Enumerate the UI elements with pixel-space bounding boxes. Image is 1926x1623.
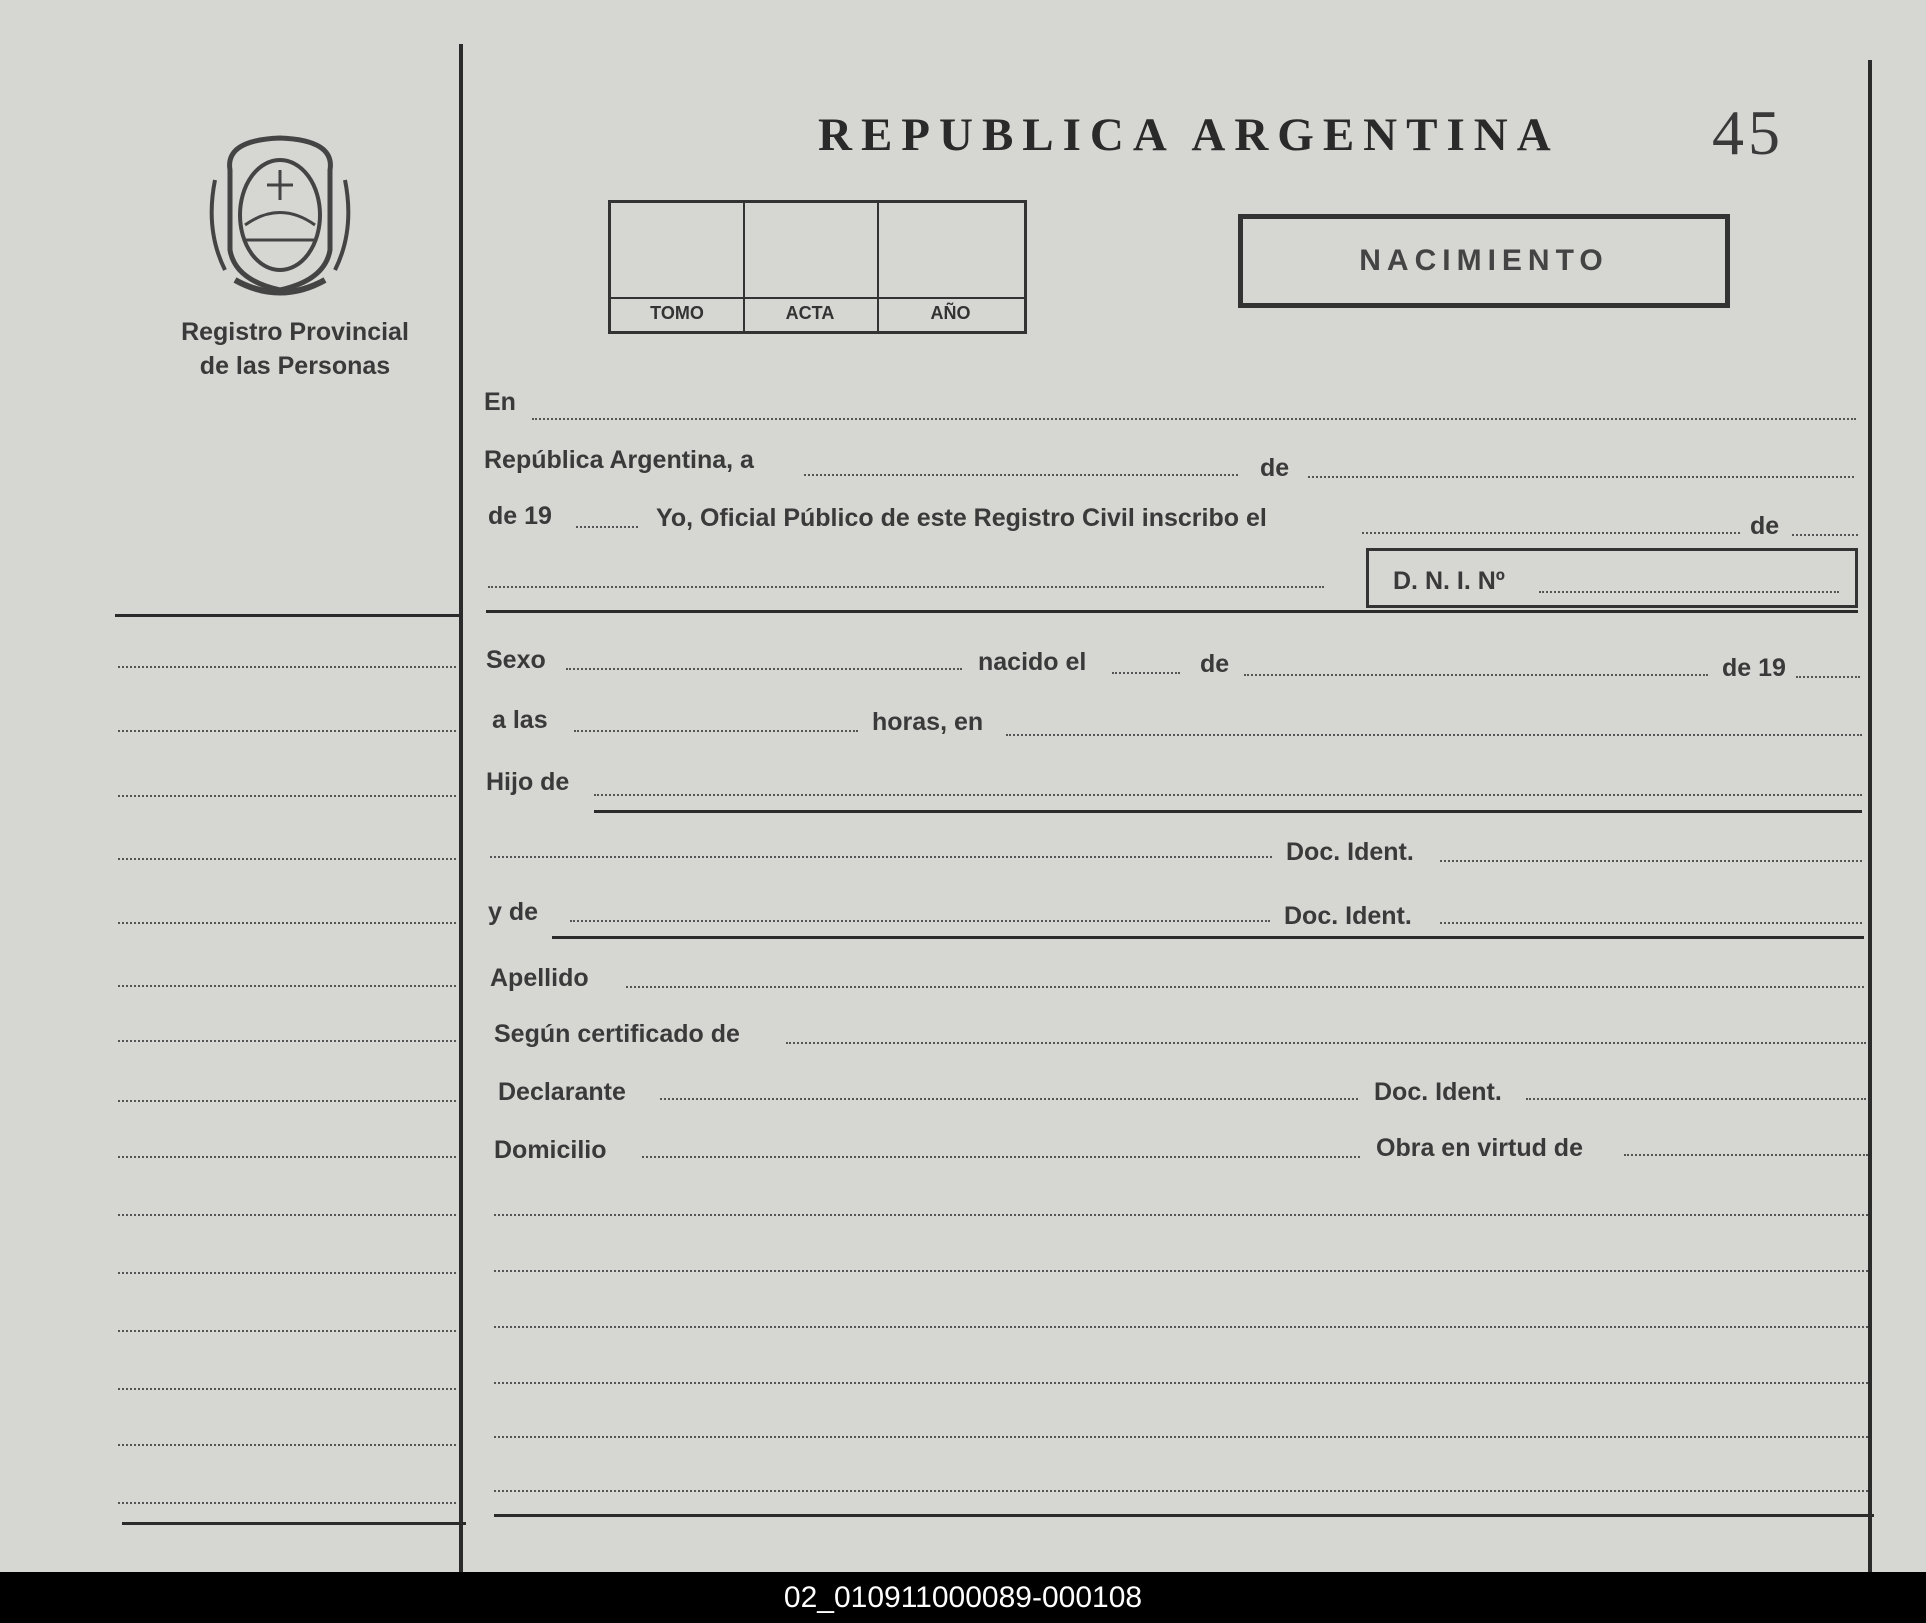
de19-label-2: de 19	[1722, 654, 1786, 682]
doc-ident-label-3: Doc. Ident.	[1374, 1078, 1502, 1106]
sidebar-line	[118, 1272, 456, 1274]
oficial-statement: Yo, Oficial Público de este Registro Civil inscribo el	[656, 504, 1267, 532]
month-field[interactable]	[1308, 476, 1854, 478]
tomo-label: TOMO	[650, 303, 704, 323]
domicilio-label: Domicilio	[494, 1136, 607, 1164]
registry-name	[150, 315, 440, 383]
notes-line[interactable]	[494, 1214, 1868, 1216]
sidebar-line	[118, 985, 456, 987]
left-column-divider	[459, 44, 463, 1572]
horas-label: horas, en	[872, 708, 984, 736]
sidebar-line	[118, 1100, 456, 1102]
de19-label: de 19	[488, 502, 552, 530]
child-name-field[interactable]	[488, 586, 1324, 588]
notes-line[interactable]	[494, 1436, 1868, 1438]
notes-line[interactable]	[494, 1490, 1868, 1492]
registry-line-2: de las Personas	[199, 352, 391, 380]
day-field[interactable]	[804, 474, 1238, 476]
dni-field[interactable]	[1539, 591, 1839, 593]
birth-year-field[interactable]	[1796, 676, 1860, 678]
dni-label: D. N. I. Nº	[1393, 567, 1505, 595]
notes-line[interactable]	[494, 1270, 1868, 1272]
page-title: REPUBLICA ARGENTINA	[818, 109, 1560, 161]
republica-label: República Argentina, a	[484, 446, 754, 474]
sexo-label: Sexo	[486, 646, 546, 674]
declarante-field[interactable]	[660, 1098, 1358, 1100]
doc-ident-label-2: Doc. Ident.	[1284, 902, 1412, 930]
en-label: En	[484, 388, 516, 416]
obra-label: Obra en virtud de	[1376, 1134, 1583, 1162]
obra-field[interactable]	[1624, 1154, 1868, 1156]
father-name-field[interactable]	[594, 794, 1862, 796]
yde-label: y de	[488, 898, 539, 926]
sidebar-line	[118, 922, 456, 924]
sidebar-line	[118, 1444, 456, 1446]
sexo-field[interactable]	[566, 668, 962, 670]
provincial-seal-icon	[205, 130, 355, 300]
sidebar-divider-top	[115, 614, 459, 617]
mother-underline	[552, 936, 1864, 939]
notes-line[interactable]	[494, 1326, 1868, 1328]
father-extra-field[interactable]	[490, 856, 1272, 858]
notes-line[interactable]	[494, 1382, 1868, 1384]
registry-line-1: Registro Provincial	[181, 318, 409, 346]
father-underline	[594, 810, 1862, 813]
birth-day-field[interactable]	[1112, 672, 1180, 674]
sidebar-line	[118, 1502, 456, 1504]
sidebar-divider-bottom	[122, 1522, 466, 1525]
page-number: 45	[1712, 97, 1784, 168]
record-number-grid	[608, 200, 1027, 334]
en-field[interactable]	[532, 418, 1856, 420]
birthplace-field[interactable]	[1006, 734, 1862, 736]
image-caption: 02_010911000089-000108	[0, 1572, 1926, 1623]
sidebar-line	[118, 1388, 456, 1390]
section-divider-1	[486, 610, 1858, 613]
hour-field[interactable]	[574, 730, 858, 732]
sidebar-line	[118, 858, 456, 860]
certificate-field[interactable]	[786, 1042, 1866, 1044]
sidebar-line	[118, 1214, 456, 1216]
apellido-label: Apellido	[490, 964, 589, 992]
father-doc-field[interactable]	[1440, 860, 1862, 862]
hijo-label: Hijo de	[486, 768, 570, 796]
form-bottom-rule	[494, 1514, 1874, 1517]
birth-month-field[interactable]	[1244, 674, 1708, 676]
de-label-1: de	[1260, 454, 1290, 482]
inscription-month-field[interactable]	[1792, 534, 1858, 536]
sidebar-line	[118, 1040, 456, 1042]
apellido-field[interactable]	[626, 986, 1864, 988]
segun-label: Según certificado de	[494, 1020, 740, 1048]
de-label-2: de	[1750, 512, 1780, 540]
mother-doc-field[interactable]	[1440, 922, 1862, 924]
declarante-doc-field[interactable]	[1526, 1098, 1866, 1100]
sidebar-line	[118, 795, 456, 797]
declarante-label: Declarante	[498, 1078, 626, 1106]
sidebar-line	[118, 730, 456, 732]
sidebar-line	[118, 1330, 456, 1332]
ano-label: AÑO	[930, 303, 971, 323]
domicilio-field[interactable]	[642, 1156, 1360, 1158]
acta-label: ACTA	[785, 303, 835, 323]
mother-name-field[interactable]	[570, 920, 1270, 922]
sidebar-line	[118, 666, 456, 668]
right-border	[1868, 60, 1872, 1572]
nacido-label: nacido el	[978, 648, 1087, 676]
sidebar-line	[118, 1156, 456, 1158]
doc-ident-label-1: Doc. Ident.	[1286, 838, 1414, 866]
inscription-day-field[interactable]	[1362, 532, 1740, 534]
dni-box	[1366, 548, 1858, 608]
de-label-3: de	[1200, 650, 1230, 678]
record-type-box: NACIMIENTO	[1238, 214, 1730, 308]
year-field[interactable]	[576, 526, 638, 528]
alas-label: a las	[492, 706, 548, 734]
